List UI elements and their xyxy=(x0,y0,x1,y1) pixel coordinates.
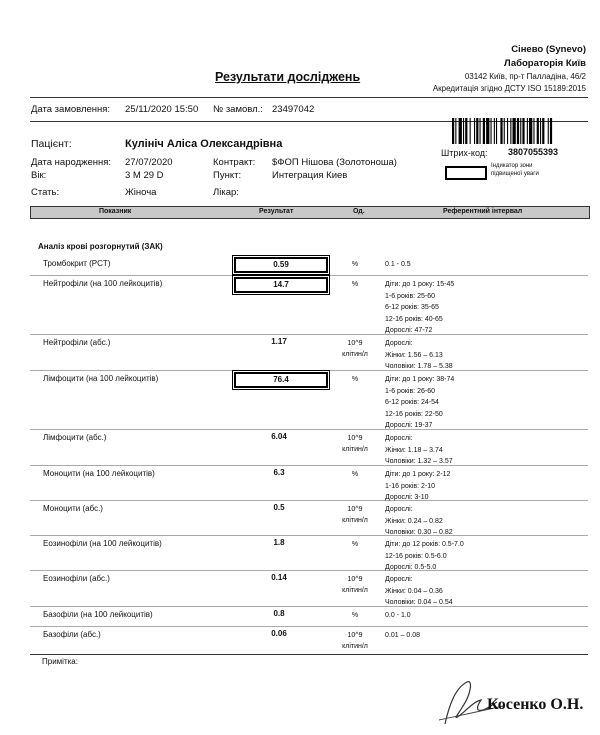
test-name: Моноцити (на 100 лейкоцитів) xyxy=(43,469,155,478)
test-name: Лімфоцити (абс.) xyxy=(43,433,107,442)
test-result: 1.17 xyxy=(271,337,287,346)
header-reference: Референтний інтервал xyxy=(443,208,523,215)
test-unit: % xyxy=(351,281,359,288)
order-date-value: 25/11/2020 15:50 xyxy=(125,104,199,115)
table-row xyxy=(30,430,588,466)
barcode-bar xyxy=(463,118,464,144)
barcode-bar xyxy=(483,118,485,144)
order-number-value: 23497042 xyxy=(272,104,315,115)
contract-value: $ФОП Нішова (Золотоноша) xyxy=(272,157,397,168)
lab-address: 03142 Київ, пр-т Палладіна, 46/2 xyxy=(464,72,586,81)
test-name: Еозинофіли (на 100 лейкоцитів) xyxy=(43,539,162,548)
sex-value: Жіноча xyxy=(125,187,157,198)
test-unit: % xyxy=(351,376,359,383)
barcode-bar xyxy=(542,118,544,144)
test-name: Моноцити (абс.) xyxy=(43,504,103,513)
barcode-bar xyxy=(480,118,481,144)
test-unit: % xyxy=(351,541,359,548)
table-row xyxy=(30,466,588,501)
table-row xyxy=(30,335,588,371)
barcode-bar xyxy=(513,118,516,144)
test-reference: Дорослі: Жінки: 0.04 – 0.36 Чоловіки: 0.04 – 0.54 xyxy=(385,576,453,606)
header-result: Результат xyxy=(259,208,294,215)
header-unit: Од. xyxy=(353,208,365,215)
table-end-divider xyxy=(30,654,588,655)
test-unit: 10^9 клітин/л xyxy=(342,632,368,650)
test-result: 6.3 xyxy=(273,468,285,477)
indicator-line-2: підвищеної уваги xyxy=(491,171,539,177)
test-result: 76.4 xyxy=(234,372,328,388)
table-row xyxy=(30,256,588,276)
test-result: 14.7 xyxy=(234,277,328,293)
table-row xyxy=(30,627,588,653)
table-row xyxy=(30,607,588,627)
test-reference: 0.1 - 0.5 xyxy=(385,261,411,268)
dob-value: 27/07/2020 xyxy=(125,157,173,168)
sex-label: Стать: xyxy=(31,187,60,198)
table-row xyxy=(30,276,588,335)
barcode-bar xyxy=(533,118,534,144)
test-unit: % xyxy=(351,612,359,619)
test-name: Лімфоцити (на 100 лейкоцитів) xyxy=(43,374,159,383)
test-reference: Дорослі: Жінки: 1.18 – 3.74 Чоловіки: 1.32 – 3.57 xyxy=(385,435,453,465)
barcode-bar xyxy=(517,118,519,144)
barcode-bar xyxy=(537,118,539,144)
age-label: Вік: xyxy=(31,170,47,181)
test-name: Базофіли (абс.) xyxy=(43,630,101,639)
barcode-image xyxy=(452,118,584,144)
signature-name: Косенко О.Н. xyxy=(487,696,584,713)
table-row xyxy=(30,571,588,607)
section-title: Аналіз крові розгорнутий (ЗАК) xyxy=(38,242,163,251)
test-unit: % xyxy=(351,471,359,478)
test-name: Еозинофіли (абс.) xyxy=(43,574,110,583)
test-reference: Дорослі: Жінки: 1.56 – 6.13 Чоловіки: 1.78 – 5.38 xyxy=(385,340,453,370)
barcode-bar xyxy=(504,118,505,144)
test-name: Нейтрофіли (на 100 лейкоцитів) xyxy=(43,279,163,288)
test-result: 0.06 xyxy=(271,629,287,638)
test-result: 0.8 xyxy=(273,609,285,618)
point-value: Интеграция Киев xyxy=(272,170,348,181)
barcode-bar xyxy=(455,118,456,144)
test-reference: 0.0 - 1.0 xyxy=(385,612,411,619)
barcode-bar xyxy=(465,118,467,144)
test-name: Тромбокрит (PCT) xyxy=(43,259,111,268)
header-divider xyxy=(30,97,588,98)
barcode-bar xyxy=(507,118,508,144)
page-title: Результати досліджень xyxy=(215,70,361,84)
barcode-bar xyxy=(500,118,502,144)
barcode-bar xyxy=(520,118,521,144)
order-date-label: Дата замовлення: xyxy=(31,104,111,115)
doctor-label: Лікар: xyxy=(213,187,239,198)
table-row xyxy=(30,371,588,430)
barcode-label: Штрих-код: xyxy=(441,148,488,158)
age-value: 3 M 29 D xyxy=(125,170,164,181)
lab-accreditation: Акредитація згідно ДСТУ ISO 15189:2015 xyxy=(432,84,586,93)
barcode-bar xyxy=(527,118,528,144)
test-reference: Діти: до 1 року: 15-45 1-6 років: 25-60 6-12 років: 35-65 12-16 років: 40-65 Дорослі: 47-72 xyxy=(385,281,455,334)
patient-name: Кулініч Аліса Олександрівна xyxy=(125,138,283,150)
test-unit: 10^9 клітин/л xyxy=(342,506,368,524)
barcode-bar xyxy=(548,118,549,144)
order-number-label: № замовл.: xyxy=(213,104,263,115)
barcode-bar xyxy=(459,118,462,144)
test-unit: 10^9 клітин/л xyxy=(342,435,368,453)
attention-indicator-legend xyxy=(491,162,539,178)
test-reference: Діти: до 12 років: 0.5-7.0 12-16 років: 0.5-6.0 Дорослі: 0.5-5.0 xyxy=(385,541,464,571)
table-row xyxy=(30,536,588,571)
test-result: 0.59 xyxy=(234,257,328,273)
barcode-bar xyxy=(496,118,497,144)
barcode-bar xyxy=(491,118,492,144)
barcode-bar xyxy=(474,118,475,144)
test-unit: 10^9 клітин/л xyxy=(342,340,368,358)
barcode-bar xyxy=(522,118,524,144)
dob-label: Дата народження: xyxy=(31,157,112,168)
lab-name: Сінево (Synevo) xyxy=(511,44,586,55)
test-result: 0.5 xyxy=(273,503,285,512)
patient-label: Пацієнт: xyxy=(31,138,72,150)
test-reference: Діти: до 1 року: 38-74 1-6 років: 26-60 6-12 років: 24-54 12-16 років: 22-50 Дорослі: 19-37 xyxy=(385,376,455,429)
point-label: Пункт: xyxy=(213,170,242,181)
test-reference: 0.01 – 0.08 xyxy=(385,632,421,639)
test-result: 1.8 xyxy=(273,538,285,547)
barcode-bar xyxy=(486,118,489,144)
test-result: 0.14 xyxy=(271,573,287,582)
attention-indicator-box xyxy=(445,166,487,180)
test-name: Нейтрофіли (абс.) xyxy=(43,338,111,347)
barcode-bar xyxy=(494,118,495,144)
lab-city: Лабораторія Київ xyxy=(503,58,586,69)
test-result: 6.04 xyxy=(271,432,287,441)
barcode-bar xyxy=(452,118,454,144)
barcode-bar xyxy=(550,118,552,144)
test-unit: % xyxy=(351,261,359,268)
note-label: Примітка: xyxy=(42,657,78,666)
barcode-number: 3807055393 xyxy=(508,147,559,157)
barcode-bar xyxy=(540,118,541,144)
test-unit: 10^9 клітин/л xyxy=(342,576,368,594)
test-reference: Дорослі: Жінки: 0.24 – 0.82 Чоловіки: 0.30 – 0.82 xyxy=(385,506,453,536)
table-row xyxy=(30,501,588,536)
barcode-bar xyxy=(510,118,511,144)
test-reference: Діти: до 1 року: 2-12 1-16 років: 2-10 Дорослі: 3-10 xyxy=(385,471,451,501)
barcode-bar xyxy=(470,118,471,144)
results-table-header xyxy=(30,206,590,219)
barcode-bar xyxy=(476,118,478,144)
contract-label: Контракт: xyxy=(213,157,256,168)
indicator-line-1: Індикатор зони xyxy=(491,163,533,169)
header-indicator: Показник xyxy=(99,208,132,215)
barcode-bar xyxy=(529,118,532,144)
test-name: Базофіли (на 100 лейкоцитів) xyxy=(43,610,153,619)
lab-header xyxy=(433,44,586,93)
